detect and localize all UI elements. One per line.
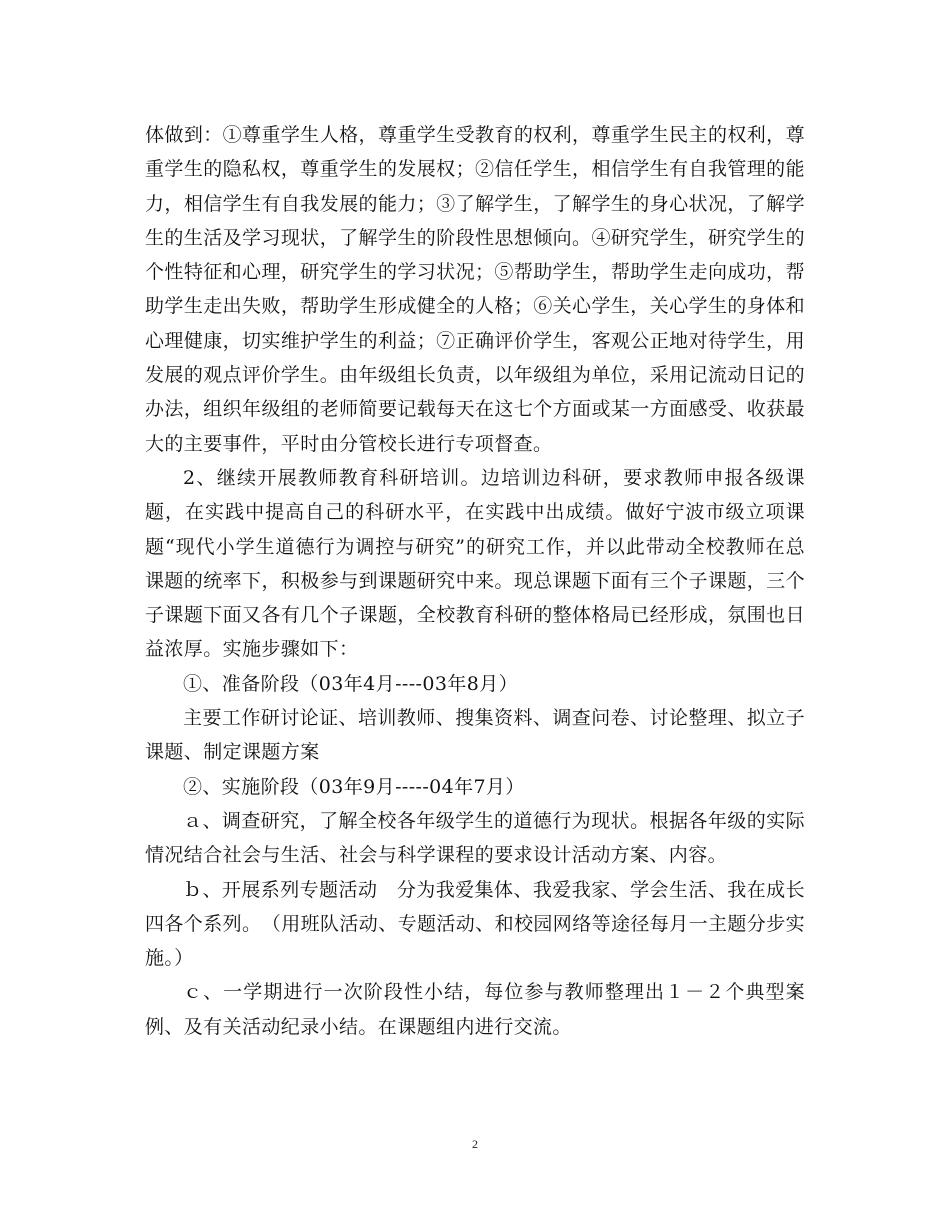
document-body — [145, 118, 805, 1044]
paragraph-item-a: ａ、调查研究，了解全校各年级学生的道德行为现状。根据各年级的实际情况结合社会与生活、社会与科学课程的要求设计活动方案、内容。 — [145, 809, 805, 867]
paragraph-item-b: ｂ、开展系列专题活动 分为我爱集体、我爱我家、学会生活、我在成长四各个系列。 （用班队活动、专题活动、和校园网络等途径每月一主题分步实施。） — [145, 878, 806, 970]
paragraph-respect-students: 体做到：①尊重学生人格，尊重学生受教育的权利，尊重学生民主的权利，尊重学生的隐私权，尊重学生的发展权；②信任学生，相信学生有自我管理的能力，相信学生有自我发展的能力；③了解学生，了解学生的身心状况，了解学生的生活及学习现状，了解学生的阶段性思想倾向。④研究学生，研究学生的个性特征和心理，研究学生的学习状况；⑤帮助学生，帮助学生走向成功，帮助学生走出失败，帮助学生形成健全的人格；⑥关心学生，关心学生的身体和心理健康，切实维护学生的利益；⑦正确评价学生，客观公正地对待学生，用发展的观点评价学生。由年级组长负责，以年级组为单位，采用记流动日记的办法，组织年级组的老师简要记载每天在这七个方面或某一方面感受、收获最大的主要事件，平时由分管校长进行专项督查。 — [145, 124, 805, 455]
paragraph-stage-implementation: ②、实施阶段（03年9月-----04年7月） — [183, 775, 525, 798]
paragraph-item-c: ｃ、一学期进行一次阶段性小结，每位参与教师整理出１－２个典型案例、及有关活动纪录小结。在课题组内进行交流。 — [145, 981, 805, 1038]
paragraph-stage-preparation: ①、准备阶段（03年4月----03年8月） — [183, 672, 519, 695]
page-number: 2 — [472, 1137, 478, 1151]
paragraph-research-training: 2、继续开展教师教育科研培训。边培训边科研，要求教师申报各级课题，在实践中提高自己的科研水平，在实践中出成绩。做好宁波市级立项课题“现代小学生道德行为调控与研究”的研究工作，并以此带动全校教师在总课题的统率下，积极参与到课题研究中来。现总课题下面有三个子课题，三个子课题下面又各有几个子课题，全校教育科研的整体格局已经形成，氛围也日益浓厚。实施步骤如下： — [145, 466, 805, 661]
paragraph-preparation-tasks: 主要工作研讨论证、培训教师、搜集资料、调查问卷、讨论整理、拟立子课题、制定课题方案 — [145, 707, 805, 764]
